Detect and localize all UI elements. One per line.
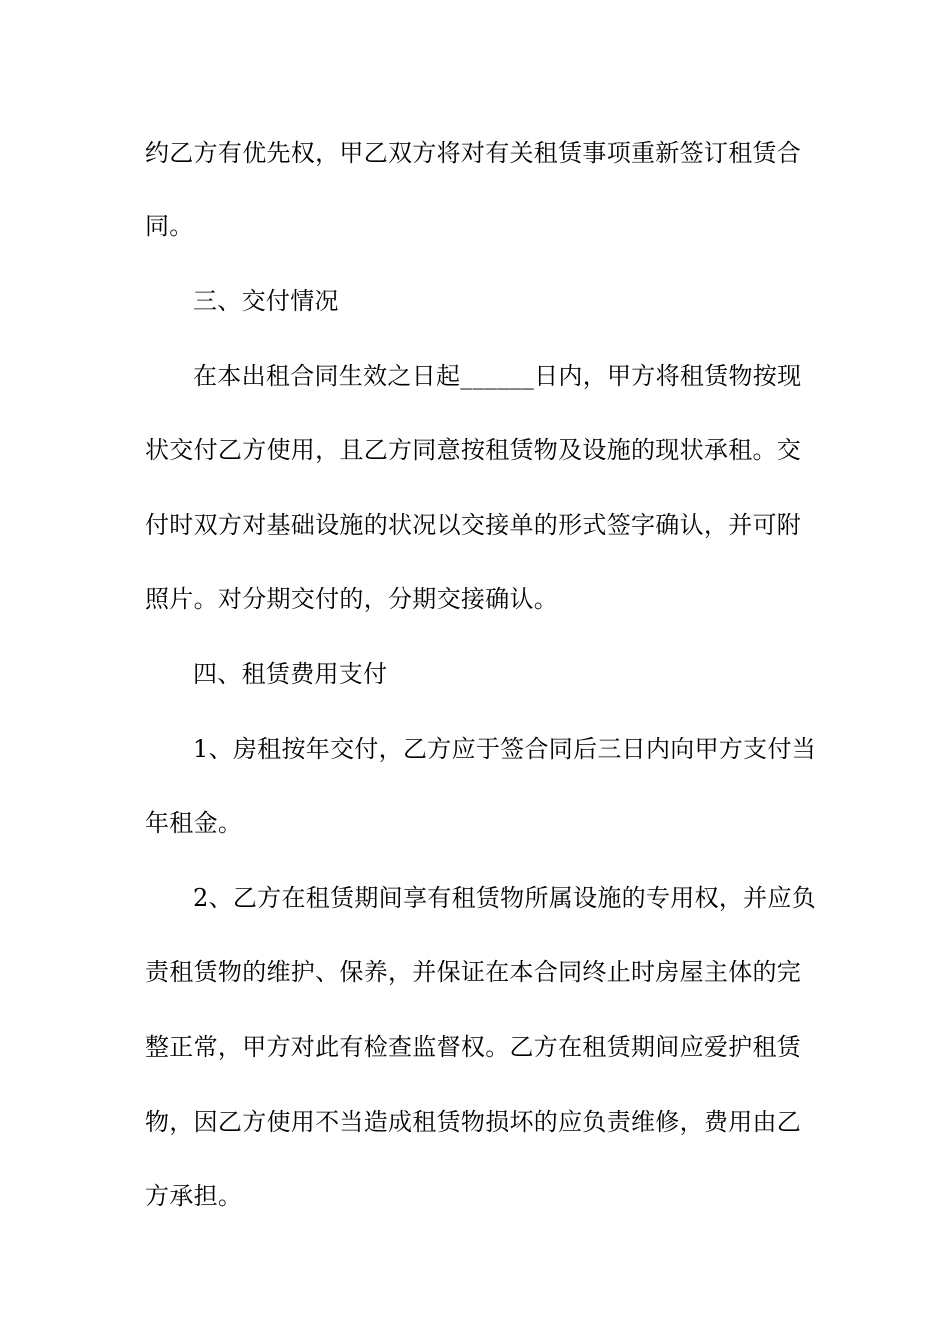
text-line: 约乙方有优先权，甲乙双方将对有关租赁事项重新签订租赁合 (145, 139, 802, 167)
section-heading: 三、交付情况 (193, 287, 339, 315)
text-line: 照片。对分期交付的，分期交接确认。 (145, 585, 559, 613)
text-line: 状交付乙方使用，且乙方同意按租赁物及设施的现状承租。交 (145, 436, 802, 464)
text-line: 同。 (145, 212, 194, 240)
text-line: 2、乙方在租赁期间享有租赁物所属设施的专用权，并应负 (193, 884, 817, 912)
section-heading: 四、租赁费用支付 (193, 660, 388, 688)
text-line: 在本出租合同生效之日起______日内，甲方将租赁物按现 (193, 362, 802, 390)
text-line: 方承担。 (145, 1182, 243, 1210)
text-line: 物，因乙方使用不当造成租赁物损坏的应负责维修，费用由乙 (145, 1108, 802, 1136)
text-line: 年租金。 (145, 809, 243, 837)
text-line: 整正常，甲方对此有检查监督权。乙方在租赁期间应爱护租赁 (145, 1033, 802, 1061)
text-line: 责租赁物的维护、保养，并保证在本合同终止时房屋主体的完 (145, 958, 802, 986)
text-line: 1、房租按年交付，乙方应于签合同后三日内向甲方支付当 (193, 735, 817, 763)
text-line: 付时双方对基础设施的状况以交接单的形式签字确认，并可附 (145, 511, 802, 539)
